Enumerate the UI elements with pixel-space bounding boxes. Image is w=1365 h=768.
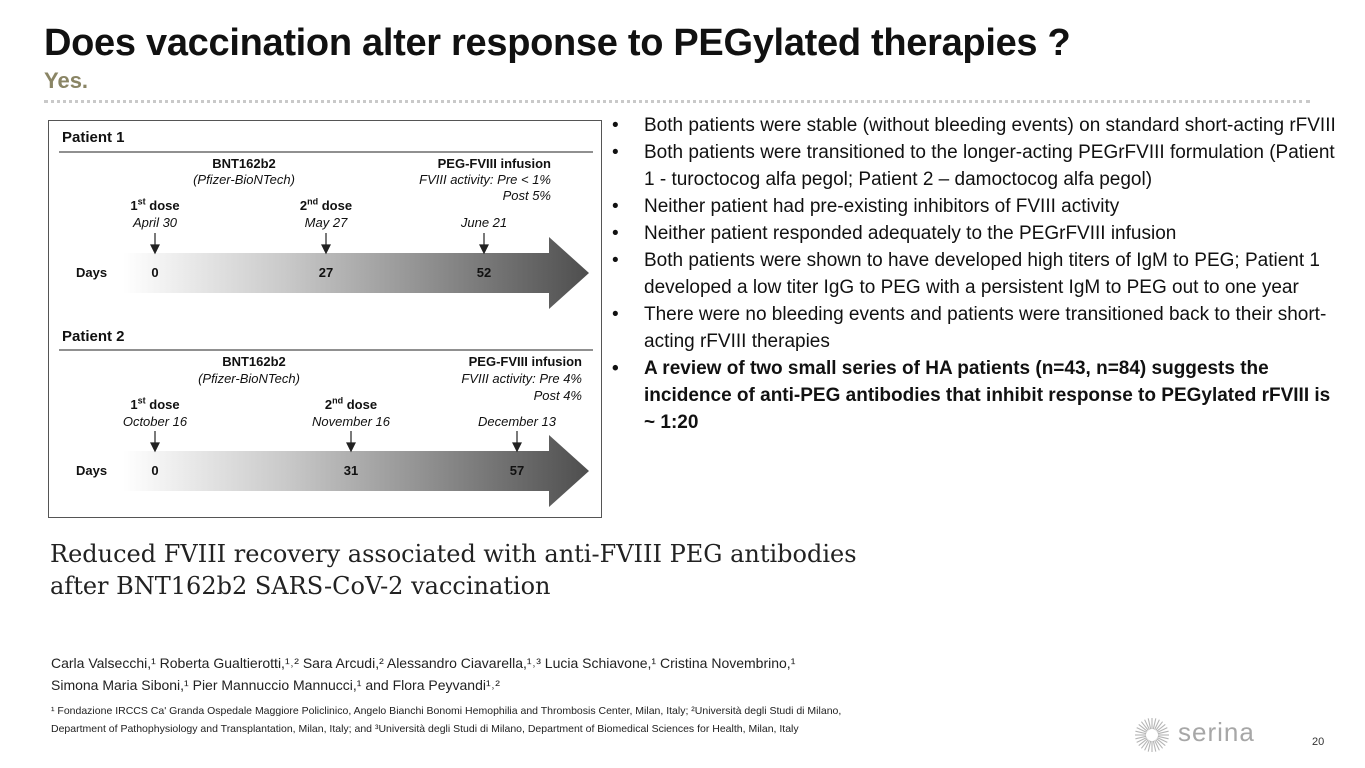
patient1-infusion-arrow-icon bbox=[480, 245, 488, 253]
paper-affiliations: ¹ Fondazione IRCCS Ca' Granda Ospedale Maggiore Policlinico, Angelo Bianchi Bonomi Hemophilia and Thrombosis Center, Milan, Italy; ²Università degli Studi di Milano, Department of Pathophysiology and Transplantation, Milan, Italy; and ³Università degli Studi di Milano, Department of Biomedical Sciences for Health, Milan, Italy bbox=[51, 705, 842, 735]
patient1-vaccine-maker: (Pfizer-BioNTech) bbox=[193, 172, 295, 187]
patient1-day2: 27 bbox=[318, 265, 334, 280]
list-item: • Both patients were shown to have developed high titers of IgM to PEG; Patient 1 developed a low titer IgG to PEG with a persistent IgM to PEG out to one year bbox=[610, 247, 1340, 301]
patient1-label: Patient 1 bbox=[62, 129, 125, 146]
patient1-infusion-date: June 21 bbox=[460, 215, 508, 230]
patient1-dose2-label: 2nd dose bbox=[299, 196, 353, 213]
patient1-arrow bbox=[123, 237, 589, 309]
patient2-days-label: Days bbox=[76, 463, 108, 478]
timeline-figure bbox=[48, 120, 602, 518]
patient2-dose2-date: November 16 bbox=[311, 414, 391, 429]
bullet-icon: • bbox=[612, 196, 619, 217]
patient1-vaccine: BNT162b2 bbox=[212, 156, 276, 171]
patient2-dose1-label: 1st dose bbox=[130, 395, 180, 412]
patient1-dose2-arrow-icon bbox=[322, 245, 330, 253]
logo-wordmark: serina bbox=[1178, 717, 1255, 747]
patient1-dose1-label: 1st dose bbox=[130, 196, 180, 213]
bullet-icon: • bbox=[612, 142, 619, 163]
patient2-dose2-arrow-icon bbox=[347, 443, 355, 451]
patient2-vaccine-maker: (Pfizer-BioNTech) bbox=[198, 371, 300, 386]
patient1-activity-post: Post 5% bbox=[502, 188, 551, 203]
patient1-infusion: PEG-FVIII infusion bbox=[437, 156, 551, 171]
bullet-icon: • bbox=[612, 115, 619, 136]
patient2-dose2-label: 2nd dose bbox=[324, 395, 378, 412]
list-item: • Neither patient responded adequately to the PEGrFVIII infusion bbox=[610, 220, 1340, 247]
patient1-dose1-date: April 30 bbox=[132, 215, 178, 230]
paper-authors: Carla Valsecchi,¹ Roberta Gualtierotti,¹˒² Sara Arcudi,² Alessandro Ciavarella,¹˒³ Lucia Schiavone,¹ Cristina Novembrino,¹ Simona Maria Siboni,¹ Pier Mannuccio Mannucci,¹ and Flora Peyvandi¹˒² bbox=[51, 655, 796, 693]
patient1-dose2-date: May 27 bbox=[304, 215, 348, 230]
list-item: • Both patients were stable (without bleeding events) on standard short-acting rFVIII bbox=[610, 112, 1340, 139]
starburst-icon bbox=[1132, 715, 1172, 755]
patient2-infusion-arrow-icon bbox=[513, 443, 521, 451]
patient2-infusion: PEG-FVIII infusion bbox=[468, 354, 582, 369]
bullet-icon: • bbox=[612, 358, 619, 379]
slide-subtitle: Yes. bbox=[44, 68, 89, 93]
page-number: 20 bbox=[1312, 736, 1325, 748]
list-item: • Both patients were transitioned to the longer-acting PEGrFVIII formulation (Patient 1 - turoctocog alfa pegol; Patient 2 – damoctocog alfa pegol) bbox=[610, 139, 1340, 193]
findings-list bbox=[610, 112, 1340, 436]
list-item-highlight: • A review of two small series of HA patients (n=43, n=84) suggests the incidence of anti-PEG antibodies that inhibit response to PEGylated rFVIII is ~ 1:20 bbox=[610, 355, 1340, 436]
patient2-activity-pre: FVIII activity: Pre 4% bbox=[461, 371, 582, 386]
dotted-divider bbox=[44, 100, 1310, 103]
list-item: • Neither patient had pre-existing inhibitors of FVIII activity bbox=[610, 193, 1340, 220]
bullet-icon: • bbox=[612, 304, 619, 325]
patient2-dose1-arrow-icon bbox=[151, 443, 159, 451]
patient1-days-label: Days bbox=[76, 265, 108, 280]
patient1-activity-pre: FVIII activity: Pre < 1% bbox=[419, 172, 551, 187]
bullet-icon: • bbox=[612, 250, 619, 271]
patient2-day0: 0 bbox=[151, 463, 159, 478]
patient1-dose1-arrow-icon bbox=[151, 245, 159, 253]
slide-title: Does vaccination alter response to PEGylated therapies ? bbox=[44, 22, 1071, 64]
paper-title: Reduced FVIII recovery associated with anti-FVIII PEG antibodies after BNT162b2 SARS-CoV-2 vaccination bbox=[50, 540, 857, 600]
patient2-label: Patient 2 bbox=[62, 328, 125, 345]
patient1-day3: 52 bbox=[476, 265, 492, 280]
patient2-vaccine: BNT162b2 bbox=[222, 354, 286, 369]
list-item: • There were no bleeding events and patients were transitioned back to their short-acting rFVIII therapies bbox=[610, 301, 1340, 355]
patient2-day2: 31 bbox=[343, 463, 359, 478]
patient2-infusion-date: December 13 bbox=[477, 414, 557, 429]
patient2-dose1-date: October 16 bbox=[122, 414, 188, 429]
patient2-day3: 57 bbox=[509, 463, 525, 478]
bullet-icon: • bbox=[612, 223, 619, 244]
patient2-activity-post: Post 4% bbox=[533, 388, 582, 403]
serina-logo bbox=[1132, 715, 1272, 755]
patient1-day0: 0 bbox=[151, 265, 159, 280]
